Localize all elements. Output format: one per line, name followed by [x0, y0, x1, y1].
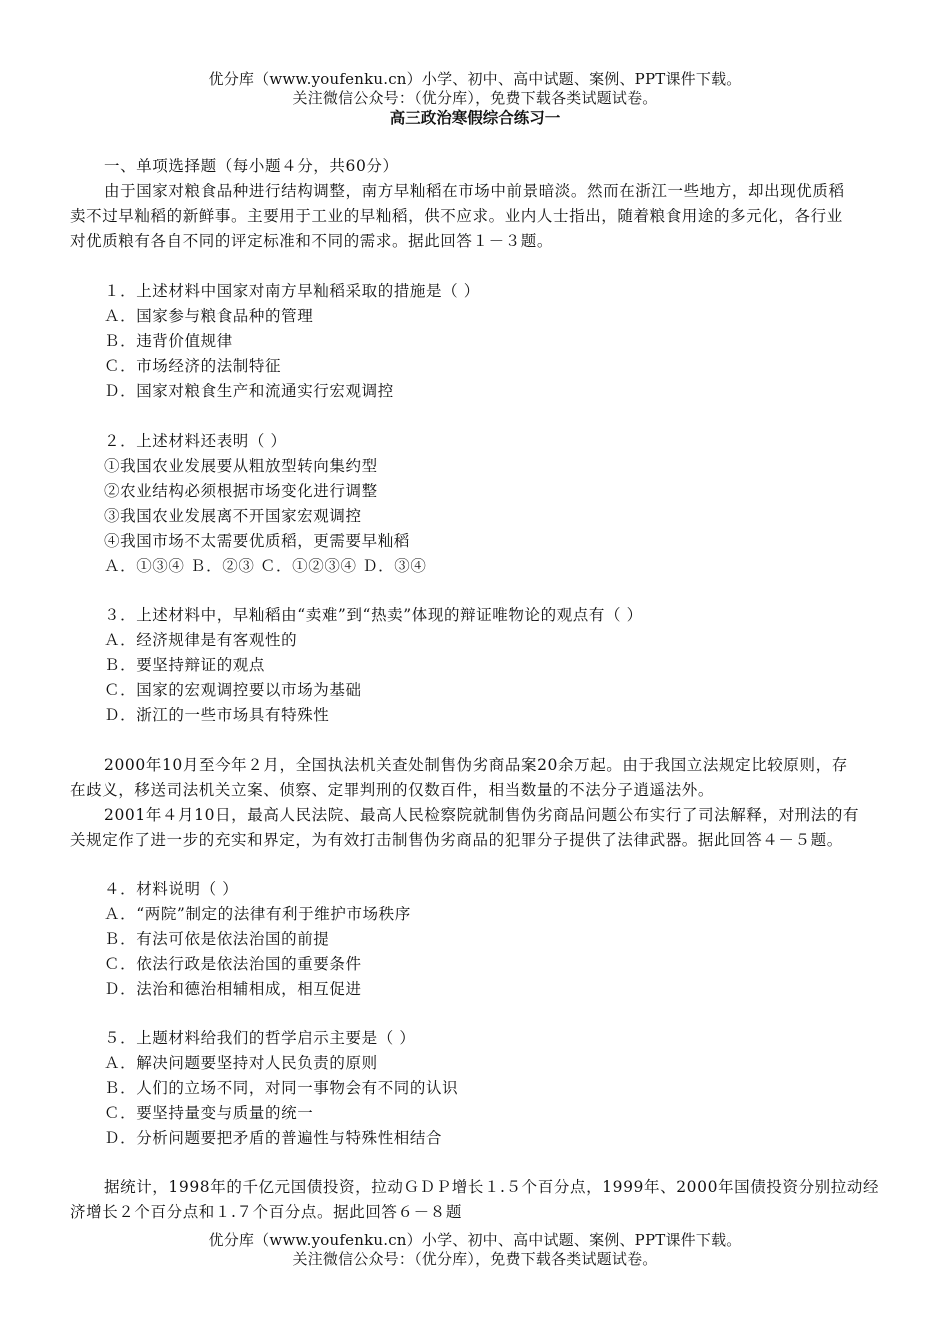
question-5-option-b: Ｂ．人们的立场不同，对同一事物会有不同的认识 [104, 1079, 459, 1097]
question-2-choices: Ａ．①③④ Ｂ．②③ Ｃ．①②③④ Ｄ．③④ [104, 557, 427, 575]
question-3-option-b: Ｂ．要坚持辩证的观点 [104, 656, 266, 674]
footer-line-1: 优分库（www.youfenku.cn）小学、初中、高中试题、案例、PPT课件下载。 [208, 1231, 742, 1249]
passage-1-line: 由于国家对粮食品种进行结构调整，南方早籼稻在市场中前景暗淡。然而在浙江一些地方，却出现优质稻 [104, 182, 845, 200]
header-line-2: 关注微信公众号：（优分库），免费下载各类试题试卷。 [292, 89, 658, 107]
question-4-stem: ４．材料说明（ ） [104, 880, 239, 898]
question-3-option-a: Ａ．经济规律是有客观性的 [104, 631, 298, 649]
question-1-option-b: Ｂ．违背价值规律 [104, 332, 233, 350]
question-5-option-a: Ａ．解决问题要坚持对人民负责的原则 [104, 1054, 378, 1072]
passage-3-line: 2001年４月10日，最高人民法院、最高人民检察院就制售伪劣商品问题公布实行了司法解释，对刑法的有 [104, 806, 860, 824]
page-title: 高三政治寒假综合练习一 [389, 108, 561, 127]
section-heading: 一、单项选择题（每小题４分，共60分） [104, 157, 399, 175]
question-1-option-d: Ｄ．国家对粮食生产和流通实行宏观调控 [104, 382, 394, 400]
question-5-option-d: Ｄ．分析问题要把矛盾的普遍性与特殊性相结合 [104, 1129, 443, 1147]
passage-2-line: 2000年10月至今年２月，全国执法机关查处制售伪劣商品案20余万起。由于我国立法规定比较原则，存 [104, 756, 848, 774]
passage-1-line: 卖不过早籼稻的新鲜事。主要用于工业的早籼稻，供不应求。业内人士指出，随着粮食用途的多元化，各行业 [70, 207, 843, 225]
question-1-option-c: Ｃ．市场经济的法制特征 [104, 357, 282, 375]
question-4-option-d: Ｄ．法治和德治相辅相成，相互促进 [104, 980, 362, 998]
passage-2-line: 在歧义，移送司法机关立案、侦察、定罪判刑的仅数百件，相当数量的不法分子逍遥法外。 [70, 781, 715, 799]
passage-4-line: 济增长２个百分点和１.７个百分点。据此回答６－８题 [70, 1203, 462, 1221]
question-5-option-c: Ｃ．要坚持量变与质量的统一 [104, 1104, 314, 1122]
question-1-option-a: Ａ．国家参与粮食品种的管理 [104, 307, 314, 325]
passage-3-line: 关规定作了进一步的充实和界定，为有效打击制售伪劣商品的犯罪分子提供了法律武器。据此回答４－５题。 [70, 831, 843, 849]
header-line-1: 优分库（www.youfenku.cn）小学、初中、高中试题、案例、PPT课件下载。 [208, 70, 742, 88]
question-2-item-2: ②农业结构必须根据市场变化进行调整 [104, 482, 378, 500]
question-4-option-b: Ｂ．有法可依是依法治国的前提 [104, 930, 330, 948]
passage-4-line: 据统计，1998年的千亿元国债投资，拉动ＧＤＰ增长１.５个百分点，1999年、2000年国债投资分别拉动经 [104, 1178, 880, 1196]
question-4-option-a: Ａ．“两院”制定的法律有利于维护市场秩序 [104, 905, 411, 923]
question-1-stem: １．上述材料中国家对南方早籼稻采取的措施是（ ） [104, 282, 480, 300]
question-2-item-3: ③我国农业发展离不开国家宏观调控 [104, 507, 362, 525]
question-5-stem: ５．上题材料给我们的哲学启示主要是（ ） [104, 1029, 416, 1047]
question-3-option-c: Ｃ．国家的宏观调控要以市场为基础 [104, 681, 362, 699]
passage-1-line: 对优质粮有各自不同的评定标准和不同的需求。据此回答１－３题。 [70, 232, 554, 250]
question-2-item-1: ①我国农业发展要从粗放型转向集约型 [104, 457, 378, 475]
question-4-option-c: Ｃ．依法行政是依法治国的重要条件 [104, 955, 362, 973]
footer-line-2: 关注微信公众号：（优分库），免费下载各类试题试卷。 [292, 1250, 658, 1268]
question-2-stem: ２．上述材料还表明（ ） [104, 432, 287, 450]
question-3-option-d: Ｄ．浙江的一些市场具有特殊性 [104, 706, 330, 724]
question-3-stem: ３．上述材料中，早籼稻由“卖难”到“热卖”体现的辩证唯物论的观点有（ ） [104, 606, 643, 624]
question-2-item-4: ④我国市场不太需要优质稻，更需要早籼稻 [104, 532, 410, 550]
